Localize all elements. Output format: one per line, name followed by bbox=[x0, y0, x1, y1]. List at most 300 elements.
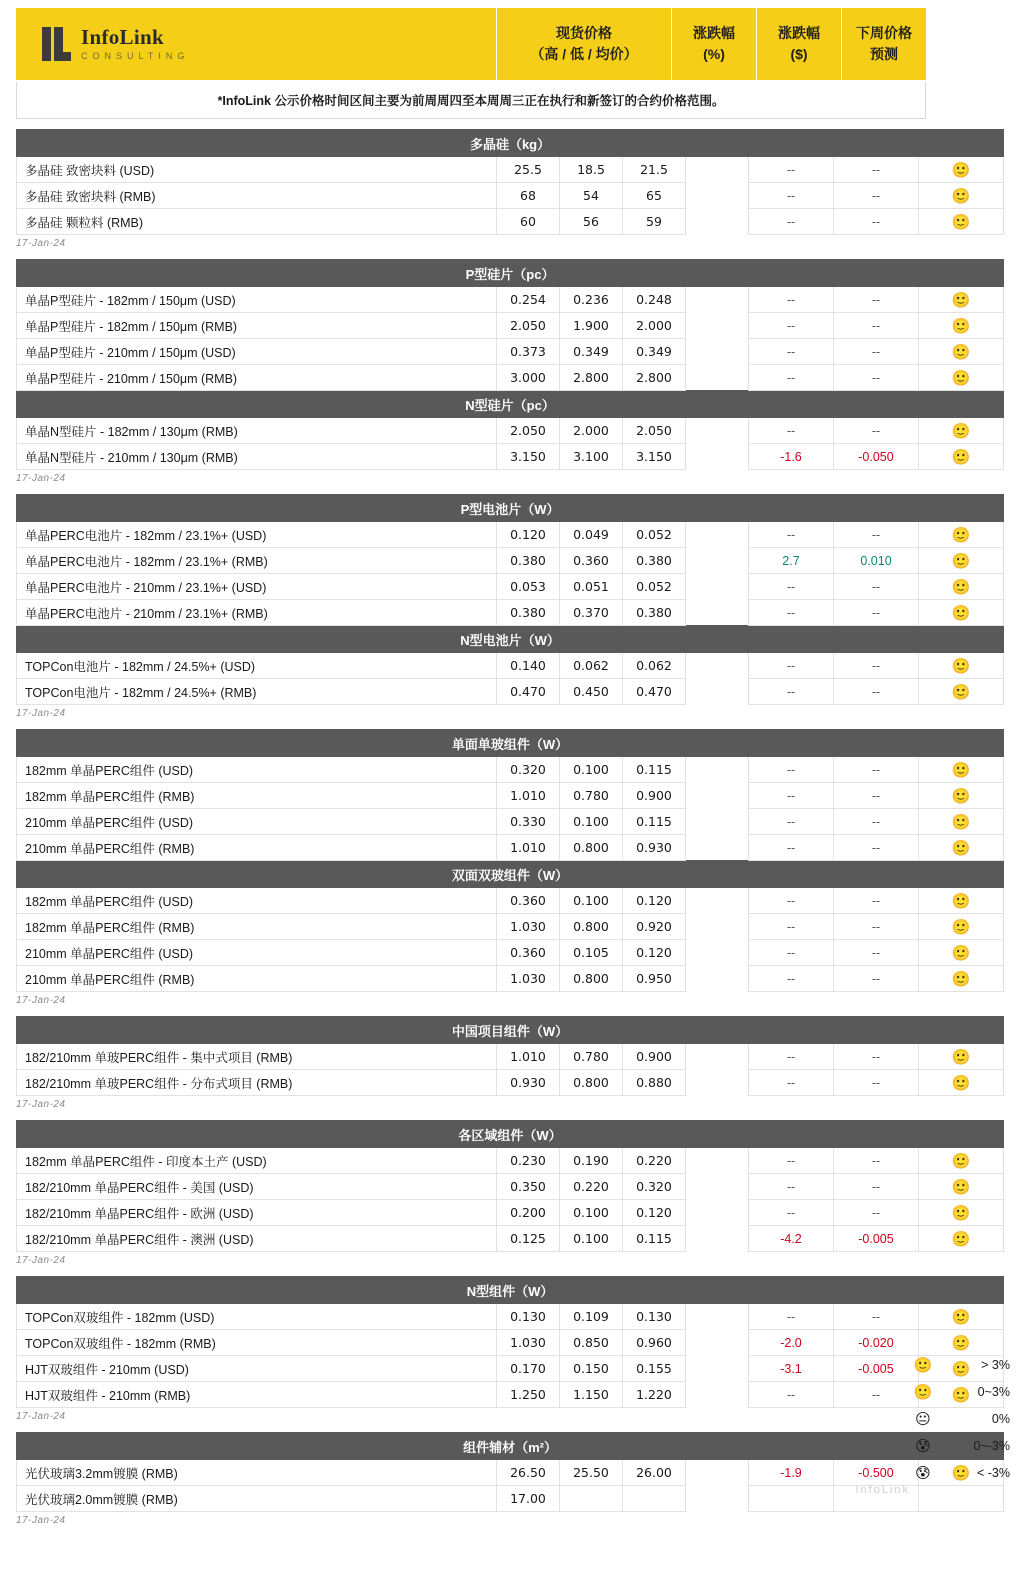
price-low-cell: 0.150 bbox=[560, 1356, 623, 1382]
spacer-cell bbox=[686, 313, 749, 339]
forecast-face-icon: 🙂 bbox=[919, 339, 1004, 365]
watermark: InfoLink bbox=[855, 1484, 910, 1496]
price-low-cell: 0.800 bbox=[560, 1070, 623, 1096]
price-low-cell: 1.900 bbox=[560, 313, 623, 339]
spot-price-line2: （高 / 低 / 均价） bbox=[530, 46, 638, 62]
forecast-face-icon: 🙂 bbox=[919, 809, 1004, 835]
price-high-cell: 0.360 bbox=[497, 888, 560, 914]
change-usd-cell: -0.020 bbox=[834, 1330, 919, 1356]
product-name-cell: 单晶N型硅片 - 210mm / 130μm (RMB) bbox=[17, 444, 497, 470]
date-stamp: 17-Jan-24 bbox=[16, 238, 66, 249]
change-pct-cell: -2.0 bbox=[749, 1330, 834, 1356]
price-high-cell: 1.010 bbox=[497, 783, 560, 809]
change-pct-cell: -- bbox=[749, 600, 834, 626]
spacer-cell bbox=[686, 1070, 749, 1096]
section-title: N型组件（W） bbox=[17, 1277, 1004, 1304]
spacer-cell bbox=[686, 574, 749, 600]
change-usd-cell: -- bbox=[834, 1174, 919, 1200]
change-pct-cell: -- bbox=[749, 157, 834, 183]
change-usd-line2: ($) bbox=[790, 46, 808, 62]
forecast-face-icon: 🙂 bbox=[919, 1304, 1004, 1330]
table-row bbox=[17, 522, 1004, 548]
price-high-cell: 2.050 bbox=[497, 313, 560, 339]
price-low-cell bbox=[560, 1486, 623, 1512]
section-title: 双面双玻组件（W） bbox=[17, 861, 1004, 888]
product-name-cell: 210mm 单晶PERC组件 (USD) bbox=[17, 809, 497, 835]
price-block bbox=[16, 1120, 971, 1252]
change-usd-cell: -- bbox=[834, 339, 919, 365]
change-usd-cell: -- bbox=[834, 574, 919, 600]
table-row bbox=[17, 757, 1004, 783]
price-avg-cell: 2.000 bbox=[623, 313, 686, 339]
product-name-cell: 182mm 单晶PERC组件 (USD) bbox=[17, 757, 497, 783]
forecast-line2: 预测 bbox=[870, 46, 898, 62]
product-name-cell: 182/210mm 单玻PERC组件 - 集中式项目 (RMB) bbox=[17, 1044, 497, 1070]
change-usd-cell: -0.005 bbox=[834, 1226, 919, 1252]
change-pct-cell: -- bbox=[749, 835, 834, 861]
price-avg-cell: 0.320 bbox=[623, 1174, 686, 1200]
section-header-row bbox=[17, 260, 1004, 287]
change-pct-cell: -- bbox=[749, 966, 834, 992]
price-high-cell: 0.254 bbox=[497, 287, 560, 313]
forecast-face-icon: 🙂 bbox=[919, 1044, 1004, 1070]
forecast-face-icon: 🙂 bbox=[919, 653, 1004, 679]
price-avg-cell: 0.120 bbox=[623, 888, 686, 914]
price-high-cell: 1.030 bbox=[497, 914, 560, 940]
change-pct-cell: -- bbox=[749, 679, 834, 705]
spacer-cell bbox=[686, 1148, 749, 1174]
spacer-cell bbox=[686, 783, 749, 809]
table-row bbox=[17, 940, 1004, 966]
date-stamp: 17-Jan-24 bbox=[16, 1411, 66, 1422]
change-usd-cell: -- bbox=[834, 835, 919, 861]
change-pct-cell: -1.9 bbox=[749, 1460, 834, 1486]
price-high-cell: 0.380 bbox=[497, 548, 560, 574]
price-block bbox=[16, 729, 971, 992]
price-low-cell: 0.450 bbox=[560, 679, 623, 705]
table-row bbox=[17, 914, 1004, 940]
product-name-cell: 182/210mm 单晶PERC组件 - 澳洲 (USD) bbox=[17, 1226, 497, 1252]
price-high-cell: 0.360 bbox=[497, 940, 560, 966]
product-name-cell: 182mm 单晶PERC组件 - 印度本土产 (USD) bbox=[17, 1148, 497, 1174]
change-pct-cell: -- bbox=[749, 888, 834, 914]
change-pct-cell: 2.7 bbox=[749, 548, 834, 574]
table-row bbox=[17, 1200, 1004, 1226]
change-usd-cell: -- bbox=[834, 1200, 919, 1226]
price-high-cell: 1.030 bbox=[497, 1330, 560, 1356]
change-usd-cell: -- bbox=[834, 679, 919, 705]
spacer-cell bbox=[686, 1044, 749, 1070]
price-avg-cell: 0.130 bbox=[623, 1304, 686, 1330]
price-low-cell: 0.100 bbox=[560, 809, 623, 835]
date-stamp: 17-Jan-24 bbox=[16, 473, 66, 484]
spacer-cell bbox=[686, 653, 749, 679]
spacer-cell bbox=[686, 522, 749, 548]
price-block bbox=[16, 494, 971, 705]
change-pct-cell: -4.2 bbox=[749, 1226, 834, 1252]
date-stamp: 17-Jan-24 bbox=[16, 1515, 66, 1526]
price-low-cell: 0.109 bbox=[560, 1304, 623, 1330]
price-high-cell: 17.00 bbox=[497, 1486, 560, 1512]
product-name-cell: TOPCon双玻组件 - 182mm (RMB) bbox=[17, 1330, 497, 1356]
price-avg-cell: 0.380 bbox=[623, 548, 686, 574]
change-usd-cell: -- bbox=[834, 209, 919, 235]
section-title: N型硅片（pc） bbox=[17, 391, 1004, 418]
table-row bbox=[17, 1148, 1004, 1174]
brand-text bbox=[81, 27, 189, 61]
date-stamp: 17-Jan-24 bbox=[16, 1099, 66, 1110]
spacer-cell bbox=[686, 966, 749, 992]
legend-item bbox=[906, 1432, 1016, 1459]
table-row bbox=[17, 287, 1004, 313]
price-avg-cell: 2.050 bbox=[623, 418, 686, 444]
change-usd-cell: -- bbox=[834, 287, 919, 313]
price-low-cell: 18.5 bbox=[560, 157, 623, 183]
product-name-cell: 单晶P型硅片 - 182mm / 150μm (USD) bbox=[17, 287, 497, 313]
price-block bbox=[16, 1276, 971, 1408]
product-name-cell: 182mm 单晶PERC组件 (USD) bbox=[17, 888, 497, 914]
price-avg-cell: 0.115 bbox=[623, 809, 686, 835]
price-avg-cell: 0.115 bbox=[623, 1226, 686, 1252]
spacer-cell bbox=[686, 1330, 749, 1356]
disclaimer-note: *InfoLink 公示价格时间区间主要为前周周四至本周周三正在执行和新签订的合约价格范围。 bbox=[16, 82, 926, 119]
spacer-cell bbox=[686, 365, 749, 391]
price-avg-cell: 21.5 bbox=[623, 157, 686, 183]
price-table bbox=[16, 1016, 1004, 1096]
section-header-row bbox=[17, 130, 1004, 157]
forecast-face-icon: 🙂 bbox=[919, 365, 1004, 391]
change-pct-cell: -- bbox=[749, 1044, 834, 1070]
change-pct-line1: 涨跌幅 bbox=[693, 25, 735, 41]
forecast-face-icon: 🙂 bbox=[919, 1330, 1004, 1356]
table-row bbox=[17, 600, 1004, 626]
forecast-face-icon: 🙂 bbox=[919, 1460, 1004, 1486]
price-high-cell: 0.930 bbox=[497, 1070, 560, 1096]
table-row bbox=[17, 183, 1004, 209]
logo-bar-icon bbox=[42, 27, 51, 61]
change-pct-cell: -- bbox=[749, 1382, 834, 1408]
forecast-face-icon: 🙂 bbox=[919, 1356, 1004, 1382]
price-high-cell: 0.470 bbox=[497, 679, 560, 705]
table-row bbox=[17, 653, 1004, 679]
price-low-cell: 54 bbox=[560, 183, 623, 209]
product-name-cell: 多晶硅 致密块料 (USD) bbox=[17, 157, 497, 183]
change-usd-cell: -- bbox=[834, 1304, 919, 1330]
spacer-cell bbox=[686, 1200, 749, 1226]
change-pct-cell: -- bbox=[749, 783, 834, 809]
product-name-cell: 单晶P型硅片 - 210mm / 150μm (RMB) bbox=[17, 365, 497, 391]
spacer-cell bbox=[686, 183, 749, 209]
product-name-cell: 多晶硅 致密块料 (RMB) bbox=[17, 183, 497, 209]
table-row bbox=[17, 783, 1004, 809]
price-high-cell: 0.350 bbox=[497, 1174, 560, 1200]
forecast-face-icon: 🙂 bbox=[919, 418, 1004, 444]
product-name-cell: TOPCon双玻组件 - 182mm (USD) bbox=[17, 1304, 497, 1330]
product-name-cell: TOPCon电池片 - 182mm / 24.5%+ (RMB) bbox=[17, 679, 497, 705]
price-avg-cell: 0.062 bbox=[623, 653, 686, 679]
legend-label: < -3% bbox=[976, 1465, 1010, 1480]
change-usd-cell: -- bbox=[834, 183, 919, 209]
change-usd-cell: -- bbox=[834, 313, 919, 339]
brand-subtitle: CONSULTING bbox=[81, 51, 190, 61]
change-pct-cell: -- bbox=[749, 1174, 834, 1200]
price-report-page bbox=[0, 8, 1030, 1536]
price-high-cell: 0.373 bbox=[497, 339, 560, 365]
forecast-face-icon: 🙂 bbox=[919, 209, 1004, 235]
spacer-cell bbox=[686, 1304, 749, 1330]
change-pct-cell: -- bbox=[749, 653, 834, 679]
product-name-cell: 光伏玻璃3.2mm镀膜 (RMB) bbox=[17, 1460, 497, 1486]
spacer-cell bbox=[686, 940, 749, 966]
price-high-cell: 0.140 bbox=[497, 653, 560, 679]
price-avg-cell: 0.880 bbox=[623, 1070, 686, 1096]
legend-face-icon: 😐 bbox=[915, 1410, 931, 1428]
table-row bbox=[17, 1044, 1004, 1070]
price-high-cell: 25.5 bbox=[497, 157, 560, 183]
price-high-cell: 1.010 bbox=[497, 1044, 560, 1070]
price-avg-cell: 2.800 bbox=[623, 365, 686, 391]
product-name-cell: 210mm 单晶PERC组件 (RMB) bbox=[17, 835, 497, 861]
price-high-cell: 0.230 bbox=[497, 1148, 560, 1174]
forecast-line1: 下周价格 bbox=[856, 25, 912, 41]
product-name-cell: 单晶P型硅片 - 210mm / 150μm (USD) bbox=[17, 339, 497, 365]
spacer-cell bbox=[686, 888, 749, 914]
change-usd-cell: -- bbox=[834, 940, 919, 966]
price-block bbox=[16, 1432, 971, 1512]
change-usd-cell: -- bbox=[834, 1070, 919, 1096]
legend-item bbox=[906, 1351, 1016, 1378]
product-name-cell: 182mm 单晶PERC组件 (RMB) bbox=[17, 914, 497, 940]
change-usd-cell: -- bbox=[834, 966, 919, 992]
legend-label: 0~3% bbox=[977, 1384, 1010, 1399]
forecast-face-icon: 🙂 bbox=[919, 1226, 1004, 1252]
forecast-face-icon: 🙂 bbox=[919, 940, 1004, 966]
price-low-cell: 0.780 bbox=[560, 1044, 623, 1070]
table-row bbox=[17, 1070, 1004, 1096]
price-high-cell: 26.50 bbox=[497, 1460, 560, 1486]
price-high-cell: 1.010 bbox=[497, 835, 560, 861]
spacer-cell bbox=[686, 1460, 749, 1486]
product-name-cell: 182/210mm 单玻PERC组件 - 分布式项目 (RMB) bbox=[17, 1070, 497, 1096]
price-avg-cell: 0.052 bbox=[623, 522, 686, 548]
product-name-cell: 210mm 单晶PERC组件 (USD) bbox=[17, 940, 497, 966]
forecast-face-icon: 🙂 bbox=[919, 783, 1004, 809]
price-avg-cell: 0.248 bbox=[623, 287, 686, 313]
spacer-cell bbox=[686, 835, 749, 861]
product-name-cell: 210mm 单晶PERC组件 (RMB) bbox=[17, 966, 497, 992]
forecast-face-icon: 🙂 bbox=[919, 1070, 1004, 1096]
price-avg-cell: 26.00 bbox=[623, 1460, 686, 1486]
change-pct-cell: -- bbox=[749, 1070, 834, 1096]
product-name-cell: 单晶PERC电池片 - 210mm / 23.1%+ (USD) bbox=[17, 574, 497, 600]
section-title: 单面单玻组件（W） bbox=[17, 730, 1004, 757]
change-pct-cell: -- bbox=[749, 1148, 834, 1174]
change-usd-cell: -- bbox=[834, 783, 919, 809]
forecast-face-icon: 🙂 bbox=[919, 914, 1004, 940]
price-high-cell: 3.000 bbox=[497, 365, 560, 391]
section-title: 组件辅材（m²） bbox=[17, 1433, 1004, 1460]
table-row bbox=[17, 1226, 1004, 1252]
change-usd-cell: -0.005 bbox=[834, 1356, 919, 1382]
change-pct-cell: -- bbox=[749, 365, 834, 391]
product-name-cell: 单晶N型硅片 - 182mm / 130μm (RMB) bbox=[17, 418, 497, 444]
table-row bbox=[17, 1460, 1004, 1486]
forecast-face-icon: 🙂 bbox=[919, 313, 1004, 339]
forecast-face-icon: 🙂 bbox=[919, 1174, 1004, 1200]
product-name-cell: HJT双玻组件 - 210mm (USD) bbox=[17, 1356, 497, 1382]
spacer-cell bbox=[686, 1382, 749, 1408]
table-row bbox=[17, 835, 1004, 861]
price-block bbox=[16, 1016, 971, 1096]
section-title: 多晶硅（kg） bbox=[17, 130, 1004, 157]
change-usd-cell: -- bbox=[834, 418, 919, 444]
price-avg-cell: 0.120 bbox=[623, 1200, 686, 1226]
price-low-cell: 2.000 bbox=[560, 418, 623, 444]
price-low-cell: 0.360 bbox=[560, 548, 623, 574]
price-avg-cell: 0.900 bbox=[623, 783, 686, 809]
section-header-row bbox=[17, 1277, 1004, 1304]
price-avg-cell: 0.900 bbox=[623, 1044, 686, 1070]
price-low-cell: 0.105 bbox=[560, 940, 623, 966]
section-header-row bbox=[17, 730, 1004, 757]
price-avg-cell: 0.950 bbox=[623, 966, 686, 992]
price-low-cell: 0.370 bbox=[560, 600, 623, 626]
change-usd-cell: -- bbox=[834, 600, 919, 626]
legend-label: 0% bbox=[991, 1411, 1010, 1426]
change-usd-cell: -- bbox=[834, 1148, 919, 1174]
spacer-cell bbox=[686, 914, 749, 940]
infolink-logo-icon bbox=[42, 27, 71, 61]
spacer-cell bbox=[686, 679, 749, 705]
price-avg-cell: 0.115 bbox=[623, 757, 686, 783]
price-table bbox=[16, 1120, 1004, 1252]
change-usd-cell: -0.500 bbox=[834, 1460, 919, 1486]
section-title: N型电池片（W） bbox=[17, 626, 1004, 653]
table-row bbox=[17, 1174, 1004, 1200]
table-row bbox=[17, 444, 1004, 470]
price-low-cell: 0.100 bbox=[560, 888, 623, 914]
brand-logo bbox=[16, 8, 496, 80]
forecast-face-icon: 🙂 bbox=[919, 183, 1004, 209]
table-row bbox=[17, 418, 1004, 444]
table-row bbox=[17, 365, 1004, 391]
forecast-face-icon: 🙂 bbox=[919, 157, 1004, 183]
change-pct-cell: -1.6 bbox=[749, 444, 834, 470]
legend-item bbox=[906, 1378, 1016, 1405]
section-header-row bbox=[17, 1121, 1004, 1148]
price-low-cell: 0.100 bbox=[560, 1200, 623, 1226]
price-high-cell: 1.030 bbox=[497, 966, 560, 992]
change-pct-cell: -- bbox=[749, 1200, 834, 1226]
section-header-row bbox=[17, 391, 1004, 418]
section-title: 各区域组件（W） bbox=[17, 1121, 1004, 1148]
product-name-cell: HJT双玻组件 - 210mm (RMB) bbox=[17, 1382, 497, 1408]
spacer-cell bbox=[686, 1356, 749, 1382]
price-high-cell: 0.125 bbox=[497, 1226, 560, 1252]
price-high-cell: 0.330 bbox=[497, 809, 560, 835]
price-low-cell: 0.051 bbox=[560, 574, 623, 600]
change-pct-cell: -- bbox=[749, 940, 834, 966]
price-block bbox=[16, 129, 971, 235]
price-high-cell: 1.250 bbox=[497, 1382, 560, 1408]
price-avg-cell: 0.960 bbox=[623, 1330, 686, 1356]
legend-label: > 3% bbox=[981, 1357, 1010, 1372]
change-usd-cell: -0.050 bbox=[834, 444, 919, 470]
price-high-cell: 68 bbox=[497, 183, 560, 209]
legend-face-icon: 🙂 bbox=[913, 1356, 933, 1374]
change-pct-cell: -- bbox=[749, 418, 834, 444]
table-row bbox=[17, 548, 1004, 574]
price-low-cell: 0.220 bbox=[560, 1174, 623, 1200]
date-stamp: 17-Jan-24 bbox=[16, 1255, 66, 1266]
table-row bbox=[17, 1304, 1004, 1330]
price-low-cell: 0.049 bbox=[560, 522, 623, 548]
spot-price-line1: 现货价格 bbox=[556, 25, 612, 41]
product-name-cell: TOPCon电池片 - 182mm / 24.5%+ (USD) bbox=[17, 653, 497, 679]
table-row bbox=[17, 209, 1004, 235]
price-low-cell: 0.236 bbox=[560, 287, 623, 313]
spacer-cell bbox=[686, 444, 749, 470]
date-stamp: 17-Jan-24 bbox=[16, 995, 66, 1006]
price-high-cell: 3.150 bbox=[497, 444, 560, 470]
price-low-cell: 0.349 bbox=[560, 339, 623, 365]
price-avg-cell: 65 bbox=[623, 183, 686, 209]
column-header-change-pct bbox=[671, 8, 756, 80]
table-row bbox=[17, 1382, 1004, 1408]
spacer-cell bbox=[686, 339, 749, 365]
report-header bbox=[16, 8, 926, 80]
product-name-cell: 182/210mm 单晶PERC组件 - 欧洲 (USD) bbox=[17, 1200, 497, 1226]
price-low-cell: 0.780 bbox=[560, 783, 623, 809]
price-high-cell: 0.130 bbox=[497, 1304, 560, 1330]
legend-item bbox=[906, 1459, 1016, 1486]
table-row bbox=[17, 574, 1004, 600]
spacer-cell bbox=[686, 1486, 749, 1512]
change-usd-cell: -- bbox=[834, 365, 919, 391]
price-avg-cell: 3.150 bbox=[623, 444, 686, 470]
price-tables bbox=[0, 129, 1030, 1526]
change-pct-cell: -- bbox=[749, 574, 834, 600]
forecast-face-icon: 🙂 bbox=[919, 888, 1004, 914]
price-table bbox=[16, 259, 1004, 470]
spacer-cell bbox=[686, 548, 749, 574]
price-table bbox=[16, 129, 1004, 235]
price-avg-cell: 59 bbox=[623, 209, 686, 235]
change-usd-cell: -- bbox=[834, 157, 919, 183]
price-high-cell: 0.170 bbox=[497, 1356, 560, 1382]
product-name-cell: 单晶PERC电池片 - 182mm / 23.1%+ (USD) bbox=[17, 522, 497, 548]
price-high-cell: 2.050 bbox=[497, 418, 560, 444]
change-usd-cell: -- bbox=[834, 1044, 919, 1070]
forecast-face-icon: 🙂 bbox=[919, 600, 1004, 626]
price-high-cell: 0.200 bbox=[497, 1200, 560, 1226]
price-avg-cell bbox=[623, 1486, 686, 1512]
forecast-face-icon: 🙂 bbox=[919, 444, 1004, 470]
change-usd-line1: 涨跌幅 bbox=[778, 25, 820, 41]
product-name-cell: 单晶P型硅片 - 182mm / 150μm (RMB) bbox=[17, 313, 497, 339]
change-usd-cell: -- bbox=[834, 809, 919, 835]
change-usd-cell: -- bbox=[834, 522, 919, 548]
spacer-cell bbox=[686, 209, 749, 235]
table-row bbox=[17, 1330, 1004, 1356]
forecast-face-icon: 🙂 bbox=[919, 1200, 1004, 1226]
change-pct-cell: -- bbox=[749, 1304, 834, 1330]
legend-face-icon: 😰 bbox=[915, 1437, 931, 1455]
price-avg-cell: 0.052 bbox=[623, 574, 686, 600]
price-avg-cell: 0.930 bbox=[623, 835, 686, 861]
price-avg-cell: 0.349 bbox=[623, 339, 686, 365]
price-low-cell: 56 bbox=[560, 209, 623, 235]
